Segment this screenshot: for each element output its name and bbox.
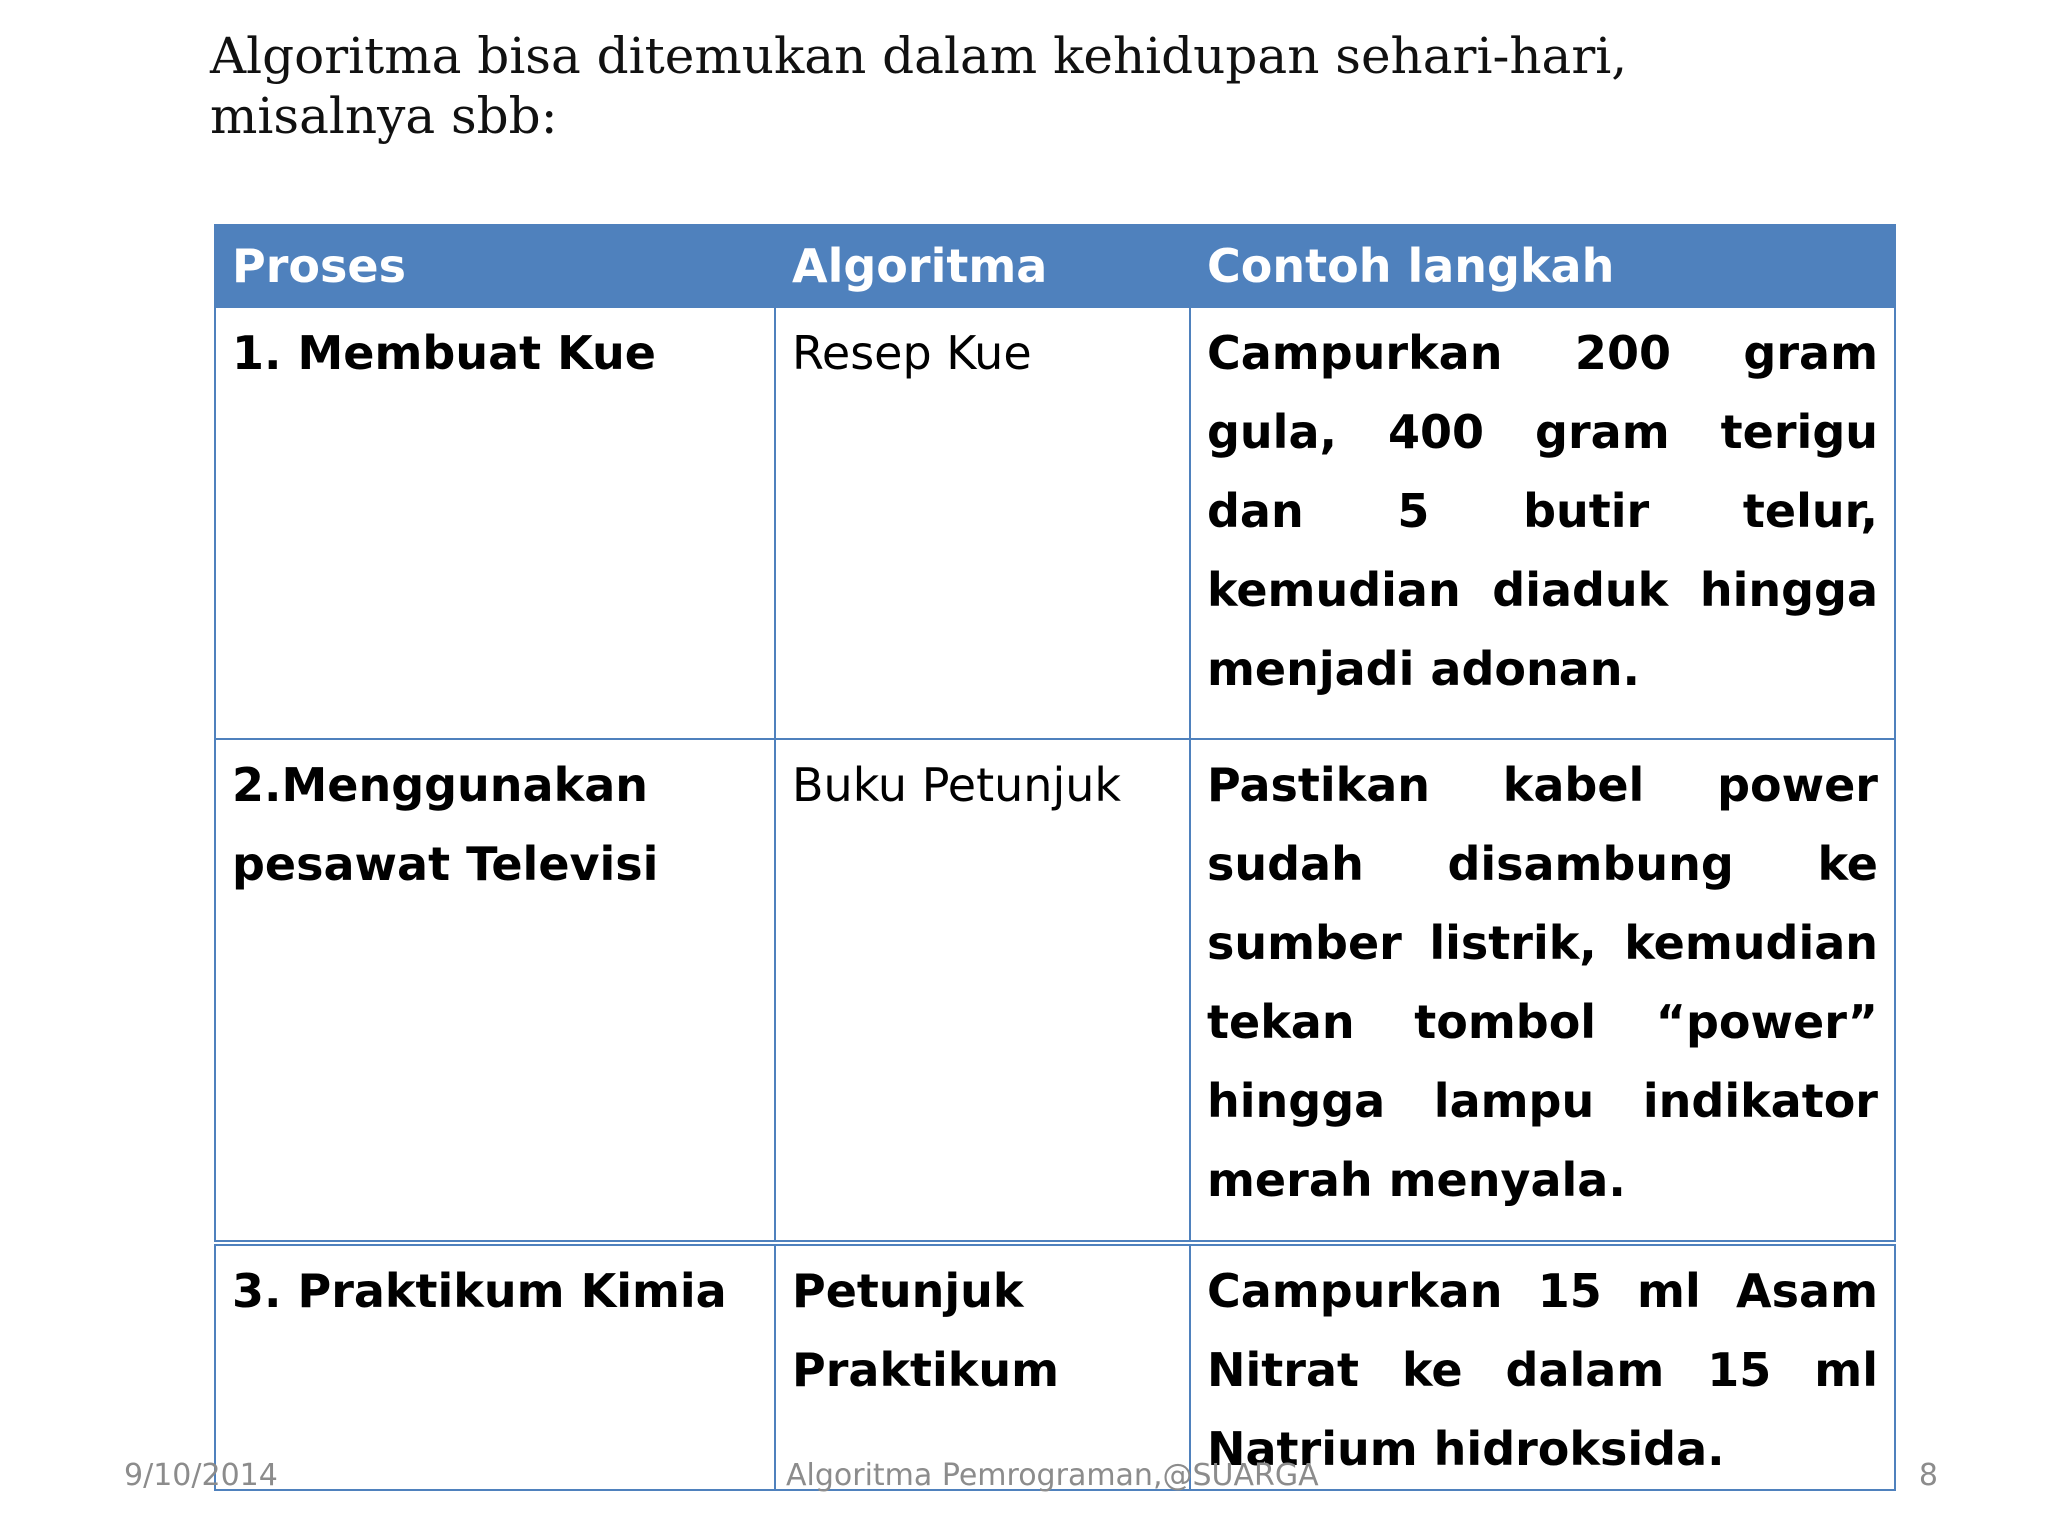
cell-algoritma: Buku Petunjuk [775,739,1190,1243]
footer-date: 9/10/2014 [124,1458,278,1493]
table-row [215,739,1895,1243]
footer-page-number: 8 [1918,1458,1938,1493]
header-contoh-langkah: Contoh langkah [1190,225,1895,307]
table-row [215,307,1895,739]
intro-line-1: Algoritma bisa ditemukan dalam kehidupan sehari-hari, [210,27,1628,85]
cell-contoh-langkah: Campurkan 200 gram gula, 400 gram terigu dan 5 butir telur, kemudian diaduk hingga menjadi adonan. [1190,307,1895,739]
cell-algoritma: Resep Kue [775,307,1190,739]
intro-line-2: misalnya sbb: [210,87,558,145]
cell-contoh-langkah: Campurkan 15 ml Asam Nitrat ke dalam 15 ml Natrium hidroksida. [1190,1243,1895,1490]
cell-contoh-langkah: Pastikan kabel power sudah disambung ke sumber listrik, kemudian tekan tombol “power” hingga lampu indikator merah menyala. [1190,739,1895,1243]
cell-proses: 3. Praktikum Kimia [215,1243,775,1490]
footer-title: Algoritma Pemrograman,@SUARGA [786,1458,1319,1493]
cell-proses: 1. Membuat Kue [215,307,775,739]
table-row [215,1243,1895,1490]
header-proses: Proses [215,225,775,307]
table-header-row [215,225,1895,307]
intro-text [210,26,1770,146]
header-algoritma: Algoritma [775,225,1190,307]
algorithm-examples-table [214,224,1896,1491]
cell-algoritma: Petunjuk Praktikum [775,1243,1190,1490]
cell-proses: 2.Menggunakan pesawat Televisi [215,739,775,1243]
